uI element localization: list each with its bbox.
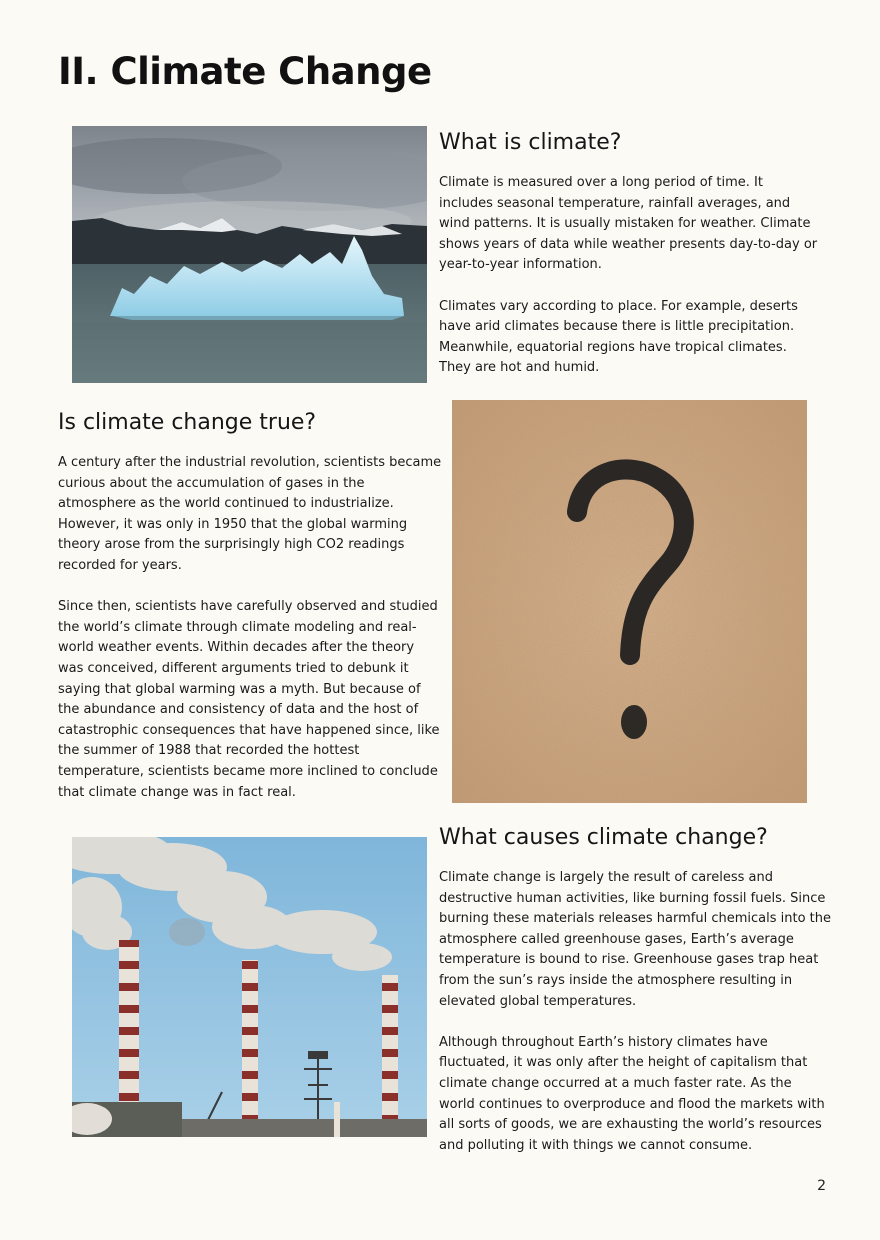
section-is-climate-change-true xyxy=(58,410,442,803)
paragraph: Climates vary according to place. For example, deserts have arid climates because there is little precipitation. Meanwhile, equatorial regions have tropical climates. They are hot and humid. xyxy=(439,298,798,376)
paragraph: Climate change is largely the result of careless and destructive human activities, like burning fossil fuels. Since burning these materials releases harmful chemicals into the atmosphere called greenhouse gases, Earth’s average temperature is bound to rise. Greenhouse gases trap heat from the sun’s rays inside the atmosphere resulting in elevated global temperatures. xyxy=(439,870,831,1009)
section-heading: What is climate? xyxy=(439,130,622,155)
smokestacks-icon xyxy=(72,837,427,1137)
section-heading: What causes climate change? xyxy=(439,825,768,850)
paragraph: A century after the industrial revolution, scientists became curious about the accumulation of gases in the atmosphere as the world continued to industrialize. However, it was only in 1950 that the global warming theory arose from the surprisingly high CO2 readings recorded for years. xyxy=(58,455,442,573)
paragraph: Since then, scientists have carefully observed and studied the world’s climate through climate modeling and real-world weather events. Within decades after the theory was conceived, different arguments tried to debunk it saying that global warming was a myth. But because of the abundance and consistency of data and the host of catastrophic consequences that have happened since, like the summer of 1988 that recorded the hottest temperature, scientists became more inclined to conclude that climate change was in fact real. xyxy=(58,599,440,800)
section-what-causes-climate-change xyxy=(439,825,831,1156)
section-heading: Is climate change true? xyxy=(58,410,317,435)
question-mark-icon xyxy=(452,400,807,803)
page-number: 2 xyxy=(817,1178,826,1194)
section-what-is-climate xyxy=(439,130,819,379)
iceberg-photo xyxy=(72,126,427,383)
paragraph: Although throughout Earth’s history climates have fluctuated, it was only after the height of capitalism that climate change occurred at a much faster rate. As the world continues to overproduce and flood the markets with all sorts of goods, we are exhausting the world’s resources and polluting it with things we cannot consume. xyxy=(439,1034,825,1153)
question-mark-photo xyxy=(452,400,807,803)
paragraph: Climate is measured over a long period of time. It includes seasonal temperature, rainfall averages, and wind patterns. It is usually mistaken for weather. Climate shows years of data while weather presents day-to-day or year-to-year information. xyxy=(439,175,818,273)
page-title: II. Climate Change xyxy=(58,50,432,93)
iceberg-icon xyxy=(72,126,427,383)
smokestacks-photo xyxy=(72,837,427,1137)
